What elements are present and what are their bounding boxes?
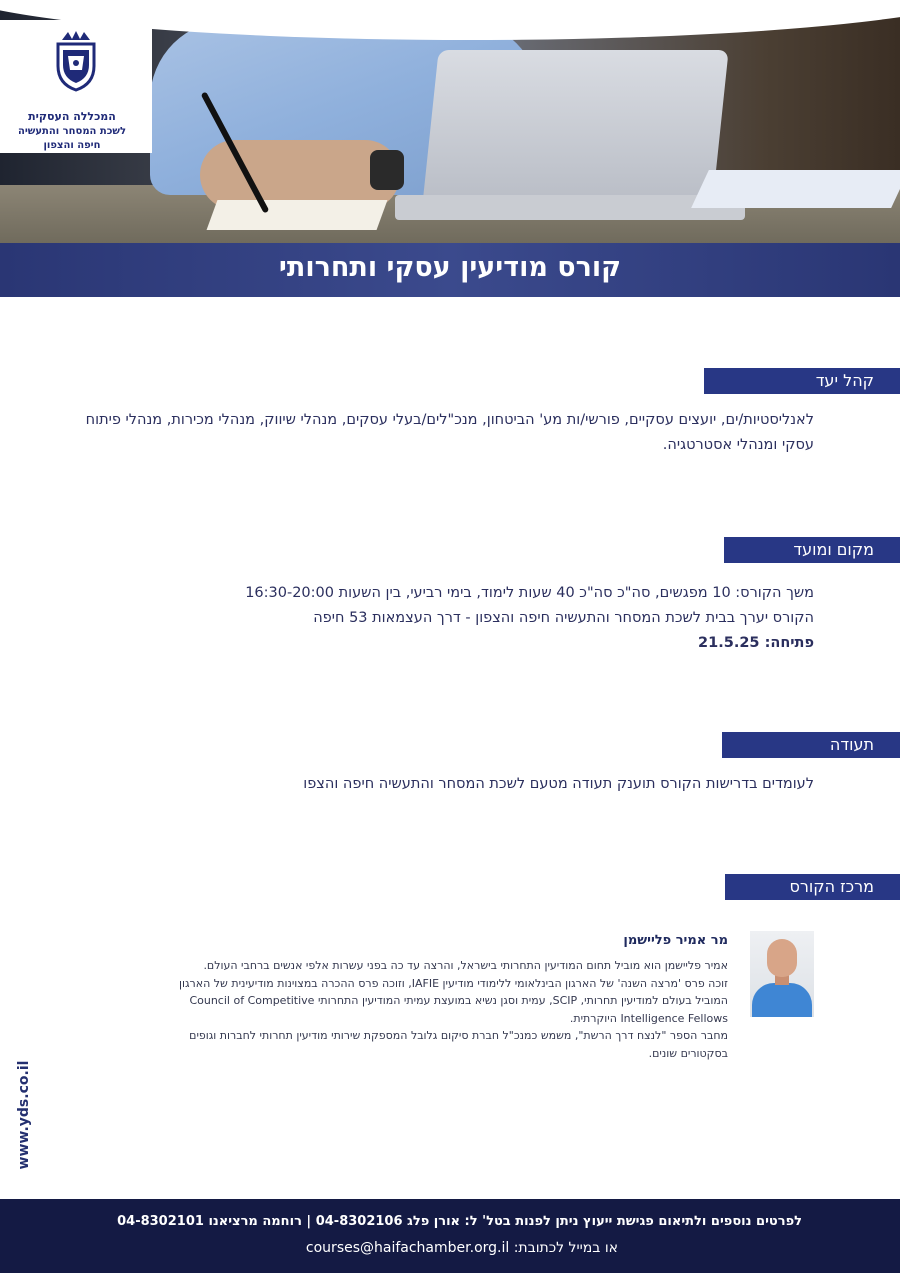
logo-region: חיפה והצפון [43,140,101,151]
lecturer-bio-line: Intelligence Fellows היוקרתית. [569,1011,728,1025]
side-url-text[interactable]: www.yds.co.il [16,1060,32,1170]
course-duration-text: משך הקורס: 10 מפגשים, סה"כ סה"כ 40 שעות לימוד, בימי רביעי, בין השעות 16:30-20:00 [245,585,814,601]
section-header-certificate: תעודה [722,732,900,758]
lecturer-bio [118,957,728,1062]
title-band [0,243,900,297]
hero-laptop-screen [421,50,728,215]
hero-watch [370,150,404,190]
section-header-lecturer: מרכז הקורס [725,874,900,900]
logo [0,20,152,153]
audience-text: לאנליסטיות/ים, יועצים עסקיים, פורשי/ות מע' הביטחון, מנכ"לים/בעלי עסקים, מנהלי שיווק, מנהלי מכירות, מנהלי פיתוח עסקי ומנהלי אסטרטגיה. [85,412,814,453]
lecturer-photo-face [767,939,797,977]
footer [0,1199,900,1273]
lecturer-photo [750,931,814,1017]
section-header-audience: קהל יעד [704,368,900,394]
lecturer-photo-body [752,983,812,1017]
lecturer-bio-line: בסקטורים שונים. [648,1046,728,1060]
lecturer-bio-line: זוכה פרס 'מרצה השנה' של הארגון הבינלאומי ללימודי מודיעין IAFIE, וזוכה פרס ההכרה במצוינות מודיעינית של הארגון [179,976,728,990]
lecturer-bio-line: אמיר פליישמן הוא מוביל תחום המודיעין התחרותי בישראל, והרצה עד כה בפני עשרות אלפי אנשים ברחבי העולם. [203,959,728,972]
course-opening-date: פתיחה: 21.5.25 [698,635,814,651]
lecturer-name: מר אמיר פליישמן [623,933,728,948]
lecturer-bio-line: מחבר הספר "לנצח דרך הרשת", משמש כמנכ"ל חברת סיקום גלובל המספקת שירותי מודיעין תחרותי לחברות וגופים [189,1029,728,1042]
section-header-place: מקום ומועד [724,537,900,563]
hero-papers [691,170,900,208]
footer-contact-email[interactable]: או במייל לכתובת: courses@haifachamber.org.il [305,1240,618,1256]
logo-title: המכללה העסקית [28,110,116,123]
hero-notebook [207,200,388,230]
crest-logo-icon [54,30,98,92]
course-location-text: הקורס יערך בבית לשכת המסחר והתעשיה חיפה והצפון - דרך העצמאות 53 חיפה [313,610,814,626]
certificate-text: לעומדים בדרישות הקורס תוענק תעודה מטעם לשכת המסחר והתעשיה חיפה והצפו [303,776,814,792]
logo-subtitle: לשכת המסחר והתעשיה [17,126,127,137]
lecturer-bio-line: המוביל בעולם למודיעין תחרותי, SCIP, עמית וסגן נשיא במועצת עמיתי המודיעין התחרותי Council of Competitive [189,994,728,1007]
footer-contact-phones: לפרטים נוספים ולתיאום פגישת ייעוץ ניתן לפנות בטל' ל: אורן פלג 04-8302106 | רוחמה מרציאנו 04-8302101 [117,1214,802,1229]
page-title: קורס מודיעין עסקי ותחרותי [278,252,622,283]
side-url[interactable] [12,1060,36,1174]
